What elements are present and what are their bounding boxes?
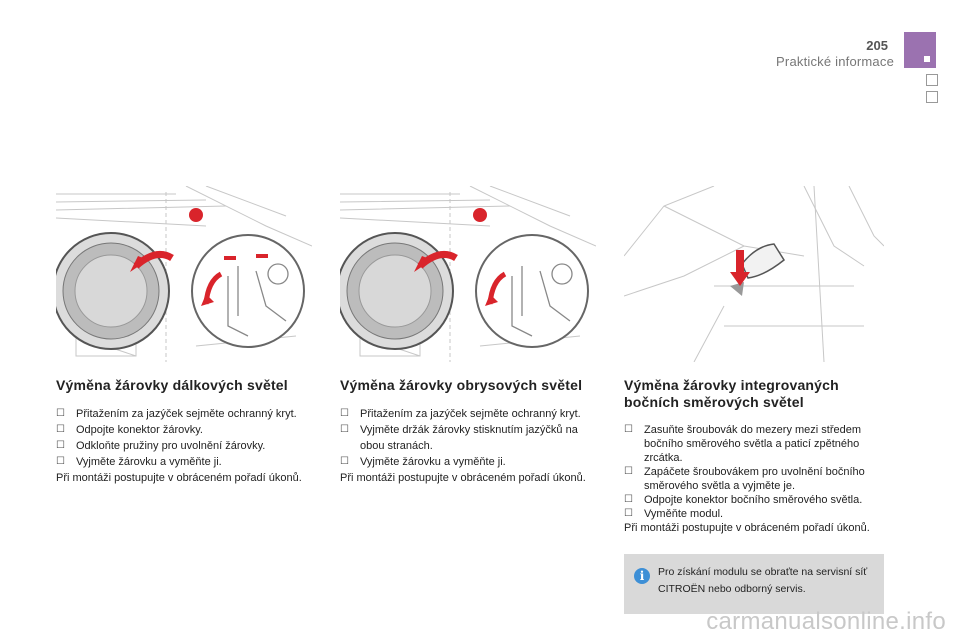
footer-note: Při montáži postupujte v obráceném pořadí úkonů. — [624, 522, 870, 534]
list-item: ☐ Odpojte konektor bočního směrového světla. — [624, 494, 863, 506]
footer-note: Při montáži postupujte v obráceném pořadí úkonů. — [340, 472, 586, 484]
checkbox-bullet-icon: ☐ — [624, 424, 633, 435]
marker-dot — [473, 208, 487, 222]
checkbox-bullet-icon: ☐ — [56, 424, 65, 435]
tab-box-2 — [926, 91, 938, 103]
section-title: Praktické informace — [776, 54, 894, 69]
tab-box-1 — [926, 74, 938, 86]
checkbox-bullet-icon: ☐ — [624, 494, 633, 505]
column-side-lights — [340, 377, 590, 486]
heading-side-indicator: Výměna žárovky integrovaných bočních směrových světel — [624, 377, 839, 410]
info-icon: i — [634, 568, 650, 584]
list-item: ☐ Vyjměte držák žárovky stisknutím jazýčků na obou stranách. — [340, 424, 578, 452]
watermark: carmanualsonline.info — [706, 608, 946, 635]
info-note-text: Pro získání modulu se obraťte na servisní síť CITROËN nebo odborný servis. — [658, 566, 868, 595]
footer-note: Při montáži postupujte v obráceném pořadí úkonů. — [56, 472, 302, 484]
arrow-red — [736, 250, 744, 274]
info-note — [624, 554, 884, 614]
marker-dot — [189, 208, 203, 222]
list-item: ☐ Odpojte konektor žárovky. — [56, 424, 203, 436]
steps-side-indicator — [624, 423, 886, 521]
heading-side-lights: Výměna žárovky obrysových světel — [340, 377, 583, 393]
list-item: ☐ Vyměňte modul. — [624, 508, 724, 520]
checkbox-bullet-icon: ☐ — [340, 408, 349, 419]
column-high-beam — [56, 377, 306, 486]
list-item: ☐ Zasuňte šroubovák do mezery mezi středem bočního směrového světla a paticí zpětného zrcátka. — [624, 424, 862, 464]
chapter-tab — [904, 32, 936, 68]
checkbox-bullet-icon: ☐ — [340, 456, 349, 467]
steps-high-beam — [56, 406, 306, 470]
checkbox-bullet-icon: ☐ — [56, 456, 65, 467]
checkbox-bullet-icon: ☐ — [624, 508, 633, 519]
checkbox-bullet-icon: ☐ — [340, 424, 349, 435]
list-item: ☐ Přitažením za jazýček sejměte ochranný kryt. — [56, 408, 297, 420]
column-side-indicator — [624, 377, 886, 535]
list-item: ☐ Odkloňte pružiny pro uvolnění žárovky. — [56, 440, 266, 452]
illustration-high-beam — [56, 186, 312, 362]
checkbox-bullet-icon: ☐ — [56, 440, 65, 451]
list-item: ☐ Zapáčete šroubovákem pro uvolnění bočního směrového světla a vyjměte je. — [624, 466, 865, 492]
list-item: ☐ Přitažením za jazýček sejměte ochranný kryt. — [340, 408, 581, 420]
checkbox-bullet-icon: ☐ — [624, 466, 633, 477]
checkbox-bullet-icon: ☐ — [56, 408, 65, 419]
list-item: ☐ Vyjměte žárovku a vyměňte ji. — [340, 456, 506, 468]
list-item: ☐ Vyjměte žárovku a vyměňte ji. — [56, 456, 222, 468]
page-number: 205 — [866, 38, 888, 53]
illustration-side-indicator — [624, 186, 884, 362]
illustration-side-lights — [340, 186, 596, 362]
heading-high-beam: Výměna žárovky dálkových světel — [56, 377, 288, 393]
tab-marker — [924, 56, 930, 62]
steps-side-lights — [340, 406, 590, 470]
